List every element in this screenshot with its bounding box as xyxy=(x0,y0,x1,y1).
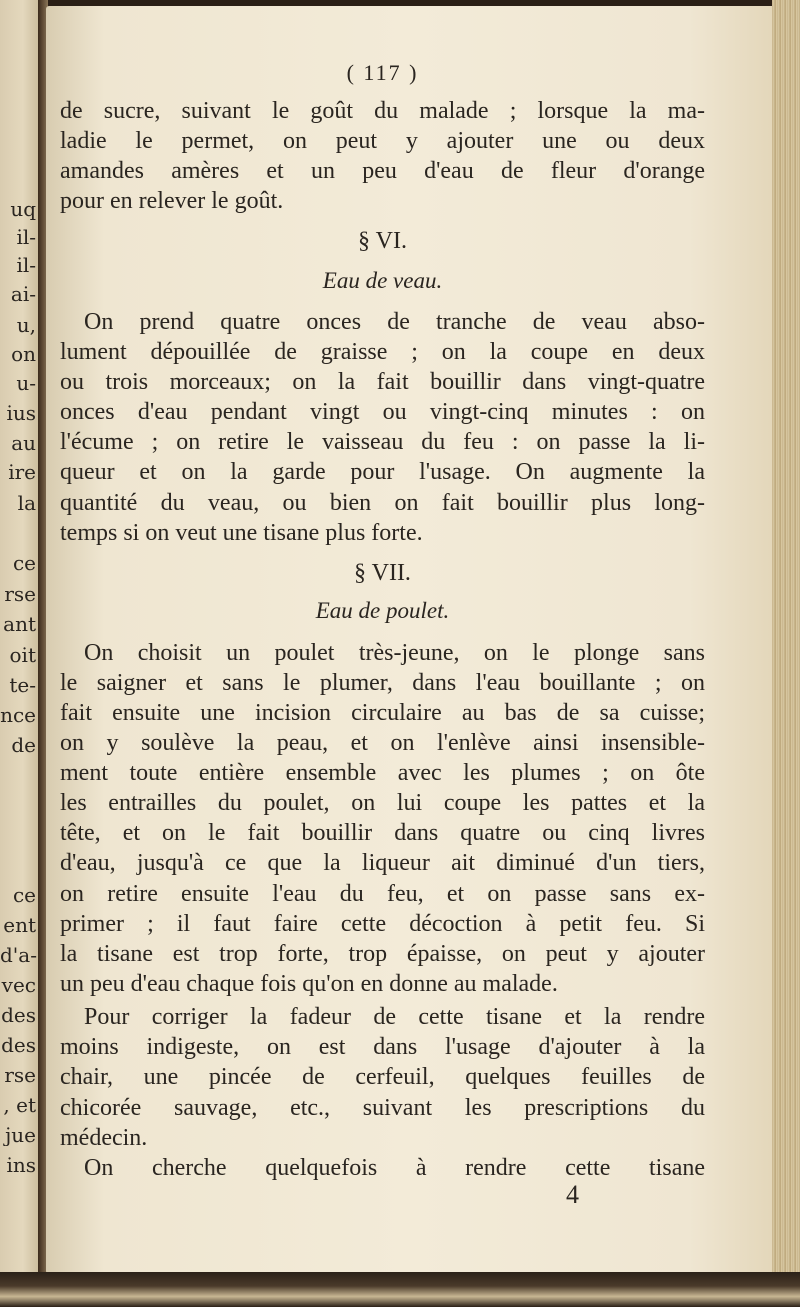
margin-fragment: jue xyxy=(5,1124,36,1146)
text-line: On cherche quelquefois à rendre cette tisane xyxy=(84,1155,705,1181)
margin-fragment: il- xyxy=(16,254,36,276)
signature-mark: 4 xyxy=(566,1180,579,1209)
text-line: chair, une pincée de cerfeuil, quelques feuilles de xyxy=(60,1064,705,1090)
section-heading: Eau de veau. xyxy=(322,268,443,293)
text-line: ou trois morceaux; on la fait bouillir dans vingt-quatre xyxy=(60,369,705,395)
book-bottom-edge xyxy=(0,1272,800,1307)
text-line: de sucre, suivant le goût du malade ; lorsque la ma- xyxy=(60,98,705,124)
section-number: § VII. xyxy=(354,560,411,586)
text-line: d'eau, jusqu'à ce que la liqueur ait diminué d'un tiers, xyxy=(60,850,705,876)
margin-fragment: il- xyxy=(16,226,36,248)
margin-fragment: ce xyxy=(12,884,36,906)
text-line: le saigner et sans le plumer, dans l'eau bouillante ; on xyxy=(60,670,705,696)
text-line: un peu d'eau chaque fois qu'on en donne au malade. xyxy=(60,971,558,997)
margin-fragment: des xyxy=(1,1004,36,1026)
margin-fragment: rse xyxy=(4,1064,36,1086)
margin-fragment: nce xyxy=(0,704,36,726)
margin-fragment: ins xyxy=(6,1154,36,1176)
text-line: primer ; il faut faire cette décoction à petit feu. Si xyxy=(60,911,705,937)
section-number: § VI. xyxy=(358,228,407,254)
margin-fragment: te- xyxy=(9,674,36,696)
margin-fragment: oit xyxy=(9,644,36,666)
margin-fragment: la xyxy=(17,492,36,514)
margin-fragment: u- xyxy=(16,372,36,394)
text-line: On prend quatre onces de tranche de veau abso- xyxy=(84,309,705,335)
page-stack-edge xyxy=(772,0,800,1307)
text-line: les entrailles du poulet, on lui coupe les pattes et la xyxy=(60,790,705,816)
margin-fragment: ire xyxy=(8,461,36,483)
margin-fragment: ent xyxy=(3,914,36,936)
text-line: la tisane est trop forte, trop épaisse, on peut y ajouter xyxy=(60,941,705,967)
margin-fragment: de xyxy=(11,734,36,756)
text-line: ladie le permet, on peut y ajouter une ou deux xyxy=(60,128,705,154)
margin-fragment: des xyxy=(1,1034,36,1056)
margin-fragment: on xyxy=(11,343,36,365)
text-line: on retire ensuite l'eau du feu, et on passe sans ex- xyxy=(60,881,705,907)
text-line: Pour corriger la fadeur de cette tisane et la rendre xyxy=(84,1004,705,1030)
margin-fragment: au xyxy=(11,432,36,454)
text-line: l'écume ; on retire le vaisseau du feu : on passe la li- xyxy=(60,429,705,455)
margin-fragment: ant xyxy=(3,613,36,635)
section-heading: Eau de poulet. xyxy=(315,598,450,623)
margin-fragment: ai- xyxy=(10,283,36,305)
text-line: pour en relever le goût. xyxy=(60,188,284,214)
facing-page-edge xyxy=(0,0,38,1307)
text-line: fait ensuite une incision circulaire au bas de sa cuisse; xyxy=(60,700,705,726)
text-line: temps si on veut une tisane plus forte. xyxy=(60,520,423,546)
margin-fragment: u, xyxy=(16,314,36,336)
margin-fragment: uq xyxy=(10,198,36,220)
text-line: queur et on la garde pour l'usage. On augmente la xyxy=(60,459,705,485)
text-line: quantité du veau, ou bien on fait bouillir plus long- xyxy=(60,490,705,516)
text-line: onces d'eau pendant vingt ou vingt-cinq minutes : on xyxy=(60,399,705,425)
text-line: chicorée sauvage, etc., suivant les prescriptions du xyxy=(60,1095,705,1121)
text-line: moins indigeste, on est dans l'usage d'ajouter à la xyxy=(60,1034,705,1060)
text-line: on y soulève la peau, et on l'enlève ainsi insensible- xyxy=(60,730,705,756)
text-line: amandes amères et un peu d'eau de fleur d'orange xyxy=(60,158,705,184)
margin-fragment: , et xyxy=(3,1094,36,1116)
page-number: ( 117 ) xyxy=(346,60,419,85)
text-line: tête, et on le fait bouillir dans quatre ou cinq livres xyxy=(60,820,705,846)
text-line: On choisit un poulet très-jeune, on le plonge sans xyxy=(84,640,705,666)
text-line: médecin. xyxy=(60,1125,148,1151)
margin-fragment: rse xyxy=(4,583,36,605)
margin-fragment: ius xyxy=(6,402,36,424)
margin-fragment: ce xyxy=(12,552,36,574)
margin-fragment: vec xyxy=(1,974,36,996)
text-line: ment toute entière ensemble avec les plumes ; on ôte xyxy=(60,760,705,786)
margin-fragment: d'a- xyxy=(0,944,37,966)
text-line: lument dépouillée de graisse ; on la coupe en deux xyxy=(60,339,705,365)
